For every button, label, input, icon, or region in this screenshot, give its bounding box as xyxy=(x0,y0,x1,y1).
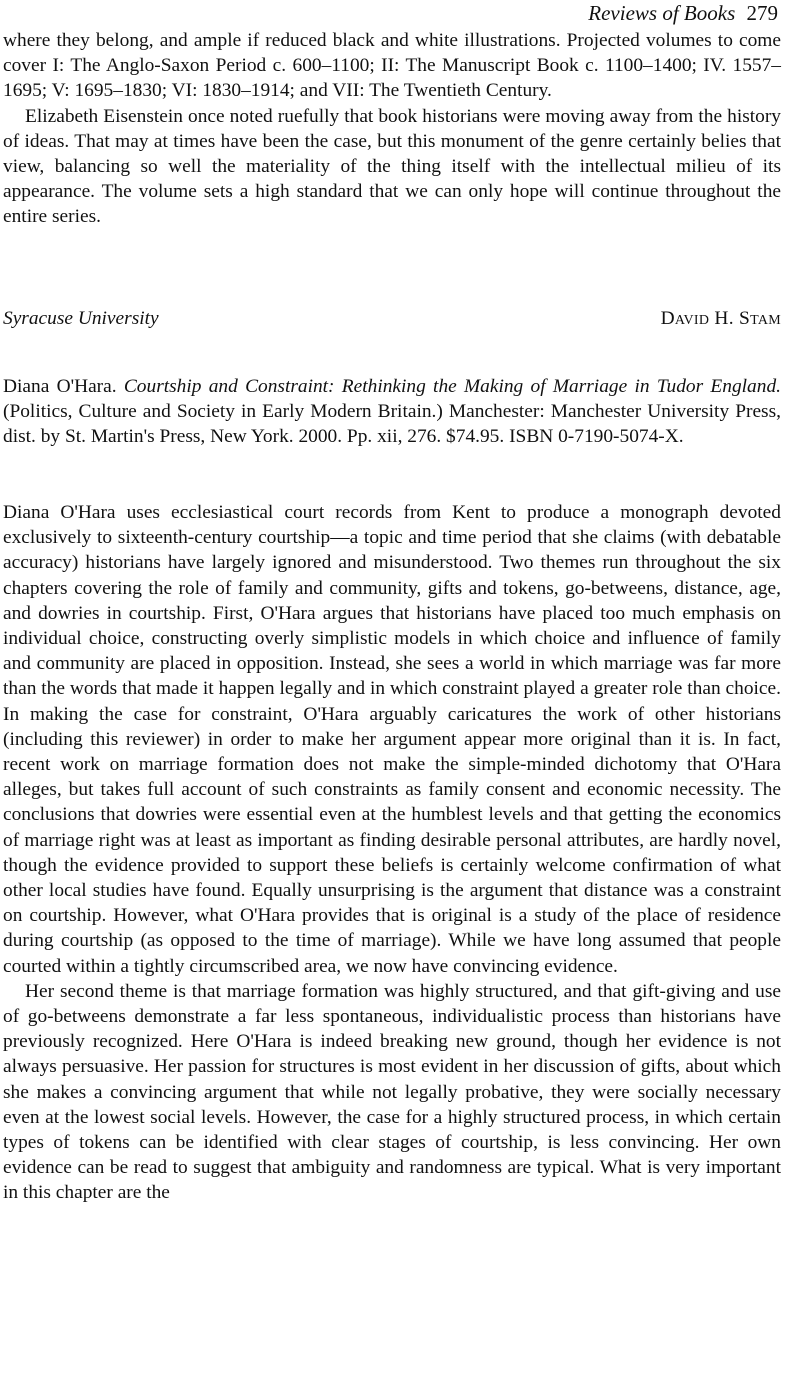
reviewer-affiliation: Syracuse University xyxy=(3,308,159,329)
reviewer-signature xyxy=(3,306,781,332)
review-paragraph-1: Diana O'Hara uses ecclesiastical court records from Kent to produce a monograph devoted exclusively to sixteenth-century courtship—a topic and time period that she claims (with debatable accuracy) historians have largely ignored and misunderstood. Two themes run throughout the six chapters covering the role of family and community, gifts and tokens, go-betweens, distance, age, and dowries in courtship. First, O'Hara argues that historians have placed too much emphasis on individual choice, constructing overly simplistic models in which choice and influence of family and community are placed in opposition. Instead, she sees a world in which marriage was far more than the words that made it happen legally and in which constraint played a greater role than choice. In making the case for constraint, O'Hara arguably caricatures the work of other historians (including this reviewer) in order to make her argument appear more original than it is. In fact, recent work on marriage formation does not make the simple-minded dichotomy that O'Hara alleges, but takes full account of such constraints as family consent and economic necessity. The conclusions that dowries were essential even at the humblest levels and that getting the economics of marriage right was at least as important as finding desirable personal attributes, are hardly novel, though the evidence provided to support these beliefs is certainly welcome confirmation of what other local studies have found. Equally unsurprising is the argument that distance was a constraint on courtship. However, what O'Hara provides that is original is a study of the place of residence during courtship (as opposed to the time of marriage). While we have long assumed that people courted within a tightly circumscribed area, we now have convincing evidence. xyxy=(3,502,781,977)
previous-review-text xyxy=(3,28,781,230)
previous-review-paragraph-2: Elizabeth Eisenstein once noted ruefully that book historians were moving away from the history of ideas. That may at times have been the case, but this monument of the genre certainly belies that view, balancing so well the materiality of the thing itself with the intellectual milieu of its appearance. The volume sets a high standard that we can only hope will continue throughout the entire series. xyxy=(3,105,781,228)
running-head xyxy=(588,0,778,26)
reviewer-name: David H. Stam xyxy=(660,308,781,329)
previous-review-paragraph-1: where they belong, and ample if reduced black and white illustrations. Projected volumes to come cover I: The Anglo-Saxon Period c. 600–1100; II: The Manuscript Book c. 1100–1400; IV. 1557–1695; V: 1695–1830; VI: 1830–1914; and VII: The Twentieth Century. xyxy=(3,30,781,102)
page-number: 279 xyxy=(746,1,778,25)
citation-details: (Politics, Culture and Society in Early Modern Britain.) Manchester: Manchester University Press, dist. by St. Martin's Press, New York. 2000. Pp. xii, 276. $74.95. ISBN 0-7190-5074-X. xyxy=(3,401,781,448)
citation-line xyxy=(3,374,781,450)
review-body xyxy=(3,500,781,1206)
book-citation xyxy=(3,374,781,450)
review-paragraph-2: Her second theme is that marriage formation was highly structured, and that gift-giving and use of go-betweens demonstrate a far less spontaneous, individualistic process than historians have previously recognized. Here O'Hara is indeed breaking new ground, though her evidence is not always persuasive. Her passion for structures is most evident in her discussion of gifts, about which she makes a convincing argument that while not legally probative, they were socially necessary even at the lowest social levels. However, the case for a highly structured process, in which certain types of tokens can be identified with clear stages of courtship, is less convincing. Her own evidence can be read to suggest that ambiguity and randomness are typical. What is very important in this chapter are the xyxy=(3,980,781,1204)
citation-book-title: Courtship and Constraint: Rethinking the Making of Marriage in Tudor England. xyxy=(123,376,781,397)
citation-author: Diana O'Hara. xyxy=(3,376,117,397)
journal-section-title: Reviews of Books xyxy=(588,1,736,25)
